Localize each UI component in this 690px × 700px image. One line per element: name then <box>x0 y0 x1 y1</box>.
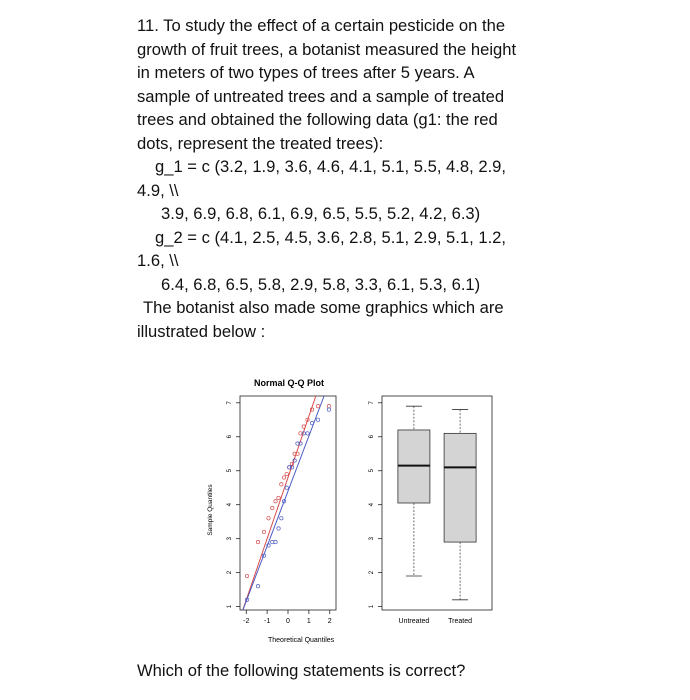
data-line-g2-cont: 1.6, \\ <box>137 251 179 270</box>
qq-point-g_1 <box>285 472 288 475</box>
box-ytick-label: 4 <box>369 503 375 507</box>
qq-point-g_1 <box>277 496 280 499</box>
question-line: 11. To study the effect of a certain pesticide on the <box>137 16 506 35</box>
qq-ytick-label: 2 <box>227 570 233 575</box>
qq-point-g_2 <box>271 540 274 543</box>
box-marks <box>398 406 476 600</box>
qq-point-g_2 <box>256 585 259 588</box>
qq-point-g_2 <box>310 421 313 424</box>
question-line: illustrated below : <box>137 321 266 341</box>
qq-frame <box>240 396 336 610</box>
qq-point-g_1 <box>271 506 274 509</box>
box-ytick-label: 5 <box>369 469 375 473</box>
question-line: sample of untreated trees and a sample of treated <box>137 86 505 106</box>
qq-point-g_1 <box>262 530 265 533</box>
qq-point-g_2 <box>277 527 280 530</box>
figure-svg <box>200 370 500 660</box>
box-category-label: Treated <box>448 618 473 625</box>
figure <box>200 370 500 660</box>
data-line-g1: g_1 = c (3.2, 1.9, 3.6, 4.6, 4.1, 5.1, 5.5, 4.8, 2.9, <box>155 157 507 176</box>
question-text <box>137 14 557 343</box>
box-ytick-label: 1 <box>369 604 375 609</box>
box-category-label: Untreated <box>398 618 430 625</box>
qq-point-g_2 <box>306 432 309 435</box>
question-line: in meters of two types of trees after 5 years. A <box>137 63 475 82</box>
qq-ytick-label: 1 <box>227 604 233 609</box>
qq-ylabel: Sample Quantiles <box>207 484 214 536</box>
question-line: growth of fruit trees, a botanist measured the height <box>137 39 517 59</box>
data-line-g2: g_2 = c (4.1, 2.5, 4.5, 3.6, 2.8, 5.1, 2.9, 5.1, 1.2, <box>155 227 507 247</box>
question-line: The botanist also made some graphics which are <box>143 298 504 317</box>
qq-xtick-label: 0 <box>286 618 290 625</box>
qq-ytick-label: 5 <box>227 469 233 473</box>
qq-point-g_1 <box>274 500 277 503</box>
qq-xlabel: Theoretical Quantiles <box>268 637 335 644</box>
box-ytick-label: 2 <box>369 570 375 575</box>
qq-point-g_2 <box>285 486 288 489</box>
qq-point-g_2 <box>327 408 330 411</box>
footer-question: Which of the following statements is correct? <box>137 661 466 680</box>
qq-point-g_2 <box>274 540 277 543</box>
box-ytick-label: 3 <box>369 536 375 541</box>
data-line-g1-rest: 3.9, 6.9, 6.8, 6.1, 6.9, 6.5, 5.5, 5.2, 4.2, 6.3) <box>161 204 481 223</box>
qq-ytick-label: 7 <box>227 401 233 405</box>
qq-point-g_1 <box>282 476 285 479</box>
qq-xtick-label: 2 <box>327 618 332 625</box>
box-ytick-label: 6 <box>369 435 375 439</box>
question-line: dots, represent the treated trees): <box>137 133 384 153</box>
box-rect-Treated <box>444 433 476 542</box>
qq-point-g_2 <box>280 517 283 520</box>
qq-ytick-label: 4 <box>227 503 233 507</box>
data-line-g2-rest: 6.4, 6.8, 6.5, 5.8, 2.9, 5.8, 3.3, 6.1, 5.3, 6.1) <box>161 274 481 294</box>
qq-point-g_1 <box>280 483 283 486</box>
qq-ytick-label: 6 <box>227 435 233 439</box>
qq-point-g_2 <box>316 418 319 421</box>
qq-point-g_1 <box>299 432 302 435</box>
qq-point-g_1 <box>245 574 248 577</box>
qq-title: Normal Q-Q Plot <box>253 378 325 388</box>
question-line: trees and obtained the following data (g1: the red <box>137 110 498 129</box>
box-ytick-label: 7 <box>369 401 375 405</box>
data-line-g1-cont: 4.9, \\ <box>137 180 179 200</box>
qq-point-g_1 <box>267 517 270 520</box>
qq-ytick-label: 3 <box>227 536 233 541</box>
qq-xtick-label: -2 <box>243 618 250 625</box>
qq-xtick-label: 1 <box>306 618 311 625</box>
qq-xtick-label: -1 <box>264 618 271 625</box>
qq-point-g_1 <box>327 404 330 407</box>
qq-point-g_1 <box>256 540 259 543</box>
qq-points <box>245 404 330 601</box>
qq-point-g_1 <box>316 404 319 407</box>
